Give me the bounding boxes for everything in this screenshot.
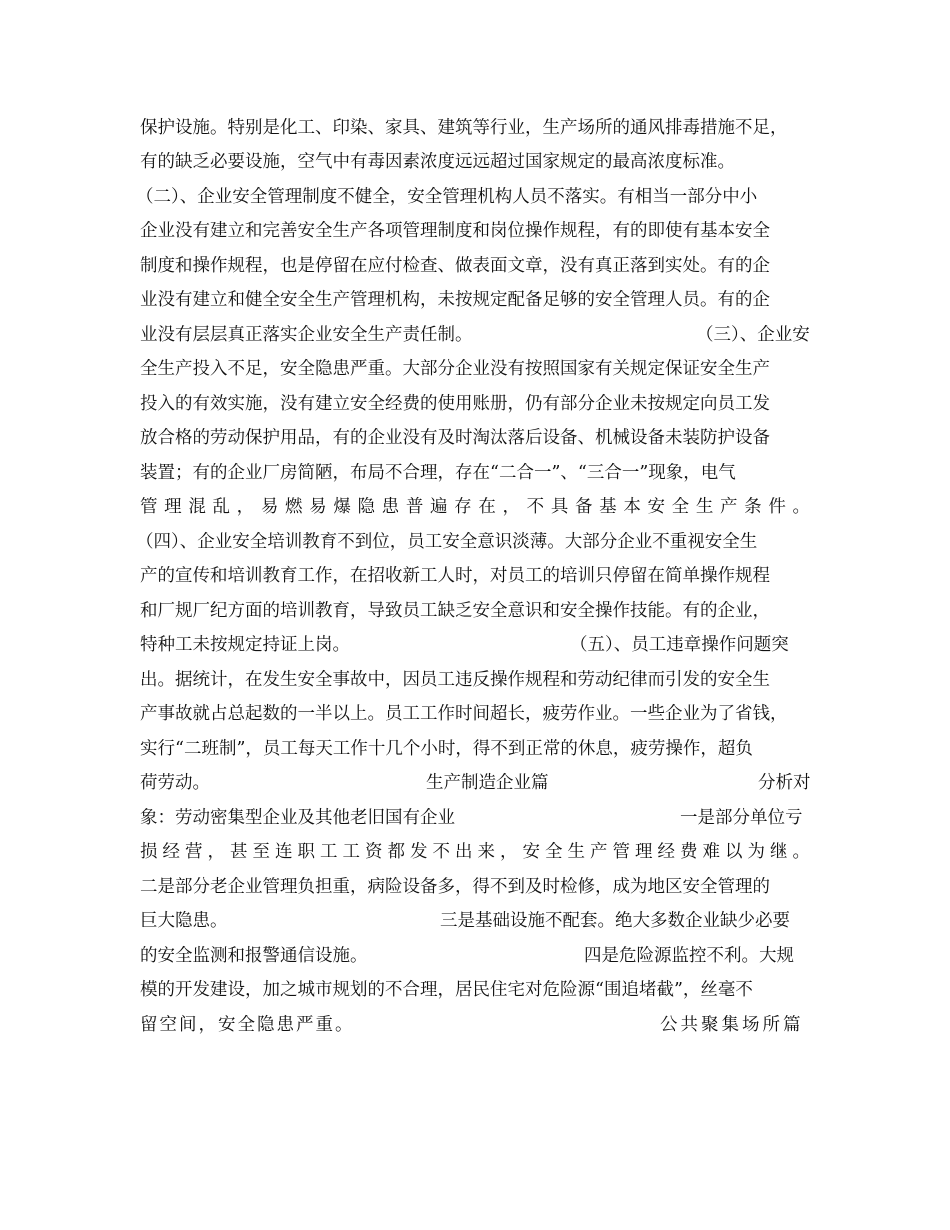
section-heading-5: （五）、员工违章操作问题突	[570, 635, 789, 655]
text-line-content: 企业没有建立和完善安全生产各项管理制度和岗位操作规程，有的即使有基本安全	[140, 221, 770, 241]
text-line	[140, 732, 810, 766]
text-line-content: 二是部分老企业管理负担重，病险设备多，得不到及时检修，成为地区安全管理的	[140, 877, 770, 897]
text-segment: 四是危险源监控不利。大规	[584, 946, 794, 966]
text-line	[136, 180, 810, 214]
text-line	[140, 594, 810, 628]
text-segment: 三是基础设施不配套。绝大多数企业缺少必要	[440, 911, 790, 931]
section-heading-3: （三）、企业安	[696, 325, 810, 345]
text-segment: 留空间，安全隐患严重。	[140, 1015, 355, 1035]
text-segment: 特种工未按规定持证上岗。	[140, 635, 350, 655]
section-heading-4: （四）、企业安全培训教育不到位，员工安全意识淡薄。大部分企业不重视安全生	[136, 532, 758, 552]
text-line	[140, 421, 810, 455]
text-line-content: 出。据统计，在发生安全事故中，因员工违反操作规程和劳动纪律而引发的安全生	[140, 670, 770, 690]
text-line-content: 和厂规厂纪方面的培训教育，导致员工缺乏安全意识和安全操作技能。有的企业，	[140, 601, 770, 621]
text-line-content: 业没有建立和健全安全生产管理机构，未按规定配备足够的安全管理人员。有的企	[140, 290, 770, 310]
text-line	[140, 456, 810, 490]
text-line	[140, 663, 810, 697]
text-line-content: 实行“二班制”，员工每天工作十几个小时，得不到正常的休息，疲劳操作，超负	[140, 739, 753, 759]
text-line	[140, 835, 810, 869]
section-heading-2: （二）、企业安全管理制度不健全，安全管理机构人员不落实。有相当一部分中小	[136, 187, 758, 207]
text-line	[140, 352, 810, 386]
text-segment: 一是部分单位亏	[680, 808, 803, 828]
text-line	[140, 559, 810, 593]
text-line-content: 损经营，甚至连职工工资都发不出来，安全生产管理经费难以为继。	[140, 842, 810, 862]
text-segment: 象：劳动密集型企业及其他老旧国有企业	[140, 808, 455, 828]
text-line	[140, 904, 810, 938]
text-line-content: 管理混乱，易燃易爆隐患普遍存在，不具备基本安全生产条件。	[140, 497, 810, 517]
text-line	[140, 870, 810, 904]
text-segment: 的安全监测和报警通信设施。	[140, 946, 368, 966]
text-line	[140, 283, 810, 317]
text-line	[140, 249, 810, 283]
text-line-content: 产事故就占总起数的一半以上。员工工作时间超长，疲劳作业。一些企业为了省钱，	[140, 704, 788, 724]
text-line	[140, 214, 810, 248]
text-line-content: 模的开发建设，加之城市规划的不合理，居民住宅对危险源“围追堵截”，丝毫不	[140, 980, 753, 1000]
text-line	[140, 111, 810, 145]
text-line	[140, 387, 810, 421]
text-line-content: 有的缺乏必要设施，空气中有毒因素浓度远远超过国家规定的最高浓度标准。	[140, 152, 735, 172]
text-line	[140, 766, 810, 800]
text-segment: 巨大隐患。	[140, 911, 228, 931]
text-line	[140, 697, 810, 731]
text-line-content: 产的宣传和培训教育工作，在招收新工人时，对员工的培训只停留在简单操作规程	[140, 566, 770, 586]
text-line	[136, 525, 810, 559]
text-line	[140, 973, 810, 1007]
text-segment: 业没有层层真正落实企业安全生产责任制。	[140, 325, 473, 345]
text-line	[140, 1008, 810, 1042]
text-line	[140, 145, 810, 179]
text-line	[140, 939, 810, 973]
text-line-content: 装置；有的企业厂房简陋，布局不合理，存在“二合一”、“三合一”现象，电气	[140, 463, 736, 483]
text-line	[140, 801, 810, 835]
section-title-public-venues: 公共聚集场所篇	[660, 1015, 804, 1035]
text-line-content: 保护设施。特别是化工、印染、家具、建筑等行业，生产场所的通风排毒措施不足，	[140, 118, 788, 138]
text-line-content: 放合格的劳动保护用品，有的企业没有及时淘汰落后设备、机械设备未装防护设备	[140, 428, 770, 448]
text-segment: 分析对	[758, 773, 811, 793]
text-line-content: 全生产投入不足，安全隐患严重。大部分企业没有按照国家有关规定保证安全生产	[140, 359, 770, 379]
text-line-content: 投入的有效实施，没有建立安全经费的使用账册，仍有部分企业未按规定向员工发	[140, 394, 770, 414]
text-segment: 荷劳动。	[140, 773, 210, 793]
text-line	[140, 628, 810, 662]
text-line-content: 制度和操作规程，也是停留在应付检查、做表面文章，没有真正落到实处。有的企	[140, 256, 770, 276]
section-title-manufacturing: 生产制造企业篇	[426, 773, 549, 793]
text-line	[140, 490, 810, 524]
text-line	[140, 318, 810, 352]
